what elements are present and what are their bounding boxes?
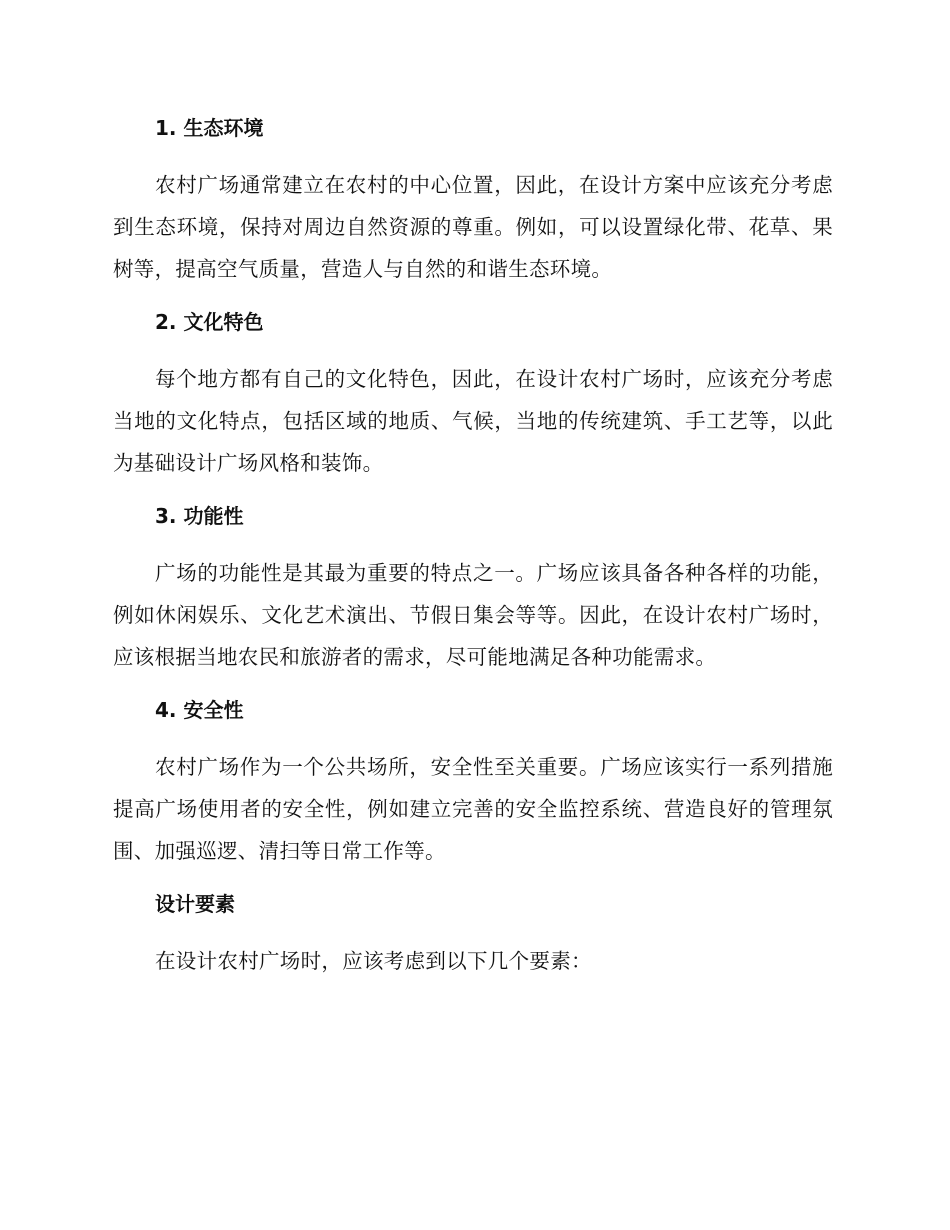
section-heading: 4. 安全性 (155, 698, 244, 722)
section-heading: 设计要素 (155, 892, 235, 916)
document-content (113, 108, 833, 994)
section-function (113, 496, 833, 678)
section-safety (113, 690, 833, 872)
section-ecology (113, 108, 833, 290)
section-paragraph: 每个地方都有自己的文化特色，因此，在设计农村广场时，应该充分考虑当地的文化特点，包括区域的地质、气候，当地的传统建筑、手工艺等，以此为基础设计广场风格和装饰。 (113, 367, 833, 475)
section-paragraph: 在设计农村广场时，应该考虑到以下几个要素： (155, 949, 592, 973)
section-heading: 3. 功能性 (155, 504, 244, 528)
section-paragraph: 广场的功能性是其最为重要的特点之一。广场应该具备各种各样的功能，例如休闲娱乐、文化艺术演出、节假日集会等等。因此，在设计农村广场时，应该根据当地农民和旅游者的需求，尽可能地满足各种功能需求。 (113, 561, 833, 669)
section-paragraph: 农村广场作为一个公共场所，安全性至关重要。广场应该实行一系列措施提高广场使用者的安全性，例如建立完善的安全监控系统、营造良好的管理氛围、加强巡逻、清扫等日常工作等。 (113, 755, 833, 863)
section-heading: 2. 文化特色 (155, 310, 264, 334)
section-heading: 1. 生态环境 (155, 116, 264, 140)
section-design-elements (113, 884, 833, 982)
section-paragraph: 农村广场通常建立在农村的中心位置，因此，在设计方案中应该充分考虑到生态环境，保持对周边自然资源的尊重。例如，可以设置绿化带、花草、果树等，提高空气质量，营造人与自然的和谐生态环境。 (113, 173, 833, 281)
section-culture (113, 302, 833, 484)
